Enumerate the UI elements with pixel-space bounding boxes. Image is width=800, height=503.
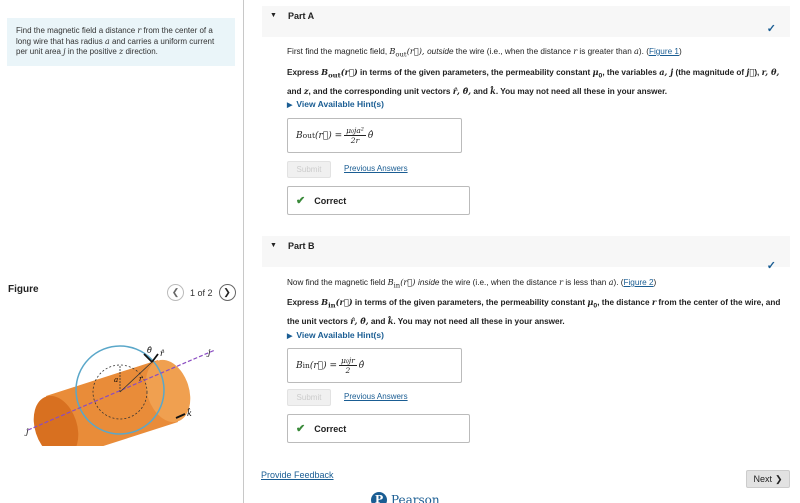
text: and	[471, 86, 491, 96]
var-r: r	[559, 277, 564, 287]
fraction-numerator: μ₀ja²	[346, 126, 364, 135]
field-arg: (r⃗)	[340, 67, 358, 77]
emphasis: inside	[418, 278, 440, 287]
panel-divider	[243, 0, 244, 503]
field-arg: (r⃗),	[406, 46, 428, 56]
text: . You may not need all these in your answer.	[495, 86, 668, 96]
hint-label: View Available Hint(s)	[296, 330, 384, 340]
text: in terms of the given parameters, the permeability constant	[357, 68, 593, 77]
label-a: a	[114, 376, 119, 384]
vars: a, j	[659, 67, 674, 77]
text: ). (	[613, 278, 624, 287]
pearson-logo-mark: P	[371, 492, 387, 503]
part-b-answer-box[interactable]	[287, 348, 462, 383]
var-a: a	[104, 36, 110, 46]
hint-label: View Available Hint(s)	[296, 99, 384, 109]
answer-lhs-arg: (r⃗) =	[309, 360, 337, 371]
next-button[interactable]	[746, 470, 790, 488]
text: , and the corresponding unit vectors	[308, 86, 453, 96]
var-r: r	[651, 297, 657, 307]
part-b-submit-button[interactable]: Submit	[287, 389, 331, 406]
correct-label: Correct	[314, 195, 347, 206]
field-symbol: B	[387, 277, 394, 287]
field-sub: in	[328, 301, 336, 310]
chevron-right-icon: ❯	[774, 473, 783, 484]
field-arg: (r⃗)	[335, 297, 353, 307]
part-b-intro	[287, 275, 787, 293]
correct-label: Correct	[314, 423, 347, 434]
answer-lhs: B	[296, 360, 303, 371]
mu-sub: 0	[593, 302, 598, 310]
problem-text: and carries a uniform current per unit area	[16, 36, 215, 56]
text: the wire (i.e., when the distance	[453, 47, 574, 56]
k-hat: k̂	[490, 85, 496, 96]
answer-lhs: B	[296, 130, 303, 141]
field-arg: (r⃗)	[400, 277, 419, 287]
text: ),	[754, 68, 762, 77]
part-a-submit-button[interactable]: Submit	[287, 161, 331, 178]
part-b-title: Part B	[288, 241, 315, 251]
answer-lhs-arg: (r⃗) =	[315, 130, 343, 141]
part-a-answer-box[interactable]	[287, 118, 462, 153]
part-b-header[interactable]	[262, 236, 790, 256]
text: , the variables	[602, 68, 660, 77]
figure-navigation	[167, 284, 236, 301]
var-j: j	[63, 47, 66, 56]
problem-text: in the positive	[65, 47, 119, 56]
field-sub: out	[328, 71, 341, 80]
emphasis: outside	[427, 47, 454, 56]
mu-symbol: μ	[587, 297, 594, 307]
field-sub: out	[395, 50, 407, 59]
answer-fraction	[339, 356, 357, 375]
problem-statement	[7, 18, 235, 66]
check-icon: ✔	[296, 423, 306, 435]
text: , the distance	[597, 298, 652, 307]
text: and	[287, 86, 304, 96]
j-vector: j⃗	[746, 67, 755, 77]
mu-sub: 0	[598, 72, 603, 80]
next-label: Next	[753, 474, 772, 484]
var-a: a	[608, 277, 614, 287]
part-b-correct-feedback	[287, 414, 470, 443]
chevron-left-icon[interactable]: ❮	[167, 284, 184, 301]
part-b-status-bar	[262, 256, 790, 272]
part-b-instructions	[287, 295, 787, 329]
part-a-title: Part A	[288, 11, 315, 21]
text: the wire (i.e., when the distance	[439, 278, 560, 287]
label-j-left: j	[26, 427, 29, 436]
part-a-hint-link[interactable]	[287, 99, 384, 109]
provide-feedback-link[interactable]: Provide Feedback	[261, 470, 334, 480]
field-sub: in	[393, 281, 401, 290]
figure-title: Figure	[8, 284, 39, 295]
pearson-logo	[371, 492, 440, 503]
text: First find the magnetic field,	[287, 47, 390, 56]
problem-text: from the center of a long wire that has radius	[16, 26, 213, 46]
caret-down-icon: ▼	[270, 242, 277, 249]
text: from the center of the wire, and the unit vectors	[287, 298, 781, 326]
text: )	[653, 278, 657, 287]
caret-right-icon: ▶	[287, 102, 293, 109]
fraction-numerator: μ₀jr	[341, 356, 355, 365]
part-a-header[interactable]	[262, 6, 790, 26]
var-a: a	[634, 46, 639, 56]
problem-text: direction.	[123, 47, 158, 56]
var-r: r	[137, 26, 142, 35]
part-a-intro	[287, 44, 787, 62]
part-a-instructions	[287, 65, 787, 99]
k-hat: k̂	[387, 315, 394, 326]
answer-unit-vector: θ̂	[358, 360, 365, 371]
caret-down-icon: ▼	[270, 12, 277, 19]
answer-fraction	[344, 126, 366, 145]
text: )	[678, 47, 682, 56]
pearson-brand-name: Pearson	[391, 493, 440, 503]
part-a-status-bar	[262, 23, 790, 37]
answer-lhs-sub: out	[302, 131, 315, 140]
check-icon: ✔	[296, 195, 306, 207]
answer-lhs-sub: in	[302, 361, 310, 370]
text: is less than	[563, 278, 609, 287]
label-theta-hat: θ̂	[147, 346, 152, 355]
problem-text: Find the magnetic field a distance	[16, 26, 138, 35]
part-b-hint-link[interactable]	[287, 330, 384, 340]
var-r: r	[573, 46, 578, 56]
part-a-previous-answers-link[interactable]: Previous Answers	[344, 164, 408, 173]
text: (the magnitude of	[673, 68, 747, 77]
label-r-hat: r̂	[160, 349, 164, 358]
var-z: z	[119, 47, 124, 56]
figure-1-link[interactable]: Figure 1	[648, 47, 679, 56]
check-icon: ✓	[766, 260, 776, 272]
text: Express	[287, 298, 322, 307]
mu-symbol: μ	[592, 67, 599, 77]
label-j-right: j	[208, 348, 211, 357]
text: and	[368, 316, 388, 326]
fraction-denominator: 2r	[350, 136, 360, 145]
part-b-previous-answers-link[interactable]: Previous Answers	[344, 392, 408, 401]
text: Express	[287, 68, 322, 77]
answer-unit-vector: θ̂	[367, 130, 374, 141]
caret-right-icon: ▶	[287, 333, 293, 340]
field-symbol: B	[321, 67, 329, 77]
vars: r, θ,	[761, 67, 780, 77]
field-symbol: B	[321, 297, 329, 307]
text: in terms of the given parameters, the permeability constant	[352, 298, 588, 307]
text: is greater than	[577, 47, 635, 56]
text: Now find the magnetic field	[287, 278, 388, 287]
unit-vectors: r̂, θ̂,	[350, 315, 369, 326]
unit-vectors: r̂, θ̂,	[452, 85, 472, 96]
figure-2-link[interactable]: Figure 2	[623, 278, 654, 287]
fraction-denominator: 2	[345, 366, 351, 375]
text: . You may not need all these in your answer.	[393, 316, 565, 326]
part-a-correct-feedback	[287, 186, 470, 215]
label-k-hat: k̂	[187, 409, 192, 418]
figure-diagram	[20, 342, 220, 446]
text: ). (	[638, 47, 649, 56]
var-z: z	[303, 85, 309, 96]
field-symbol: B	[389, 46, 396, 56]
chevron-right-icon[interactable]: ❯	[219, 284, 236, 301]
label-r: r	[139, 375, 143, 383]
figure-count: 1 of 2	[190, 287, 213, 298]
check-icon: ✓	[766, 23, 776, 35]
